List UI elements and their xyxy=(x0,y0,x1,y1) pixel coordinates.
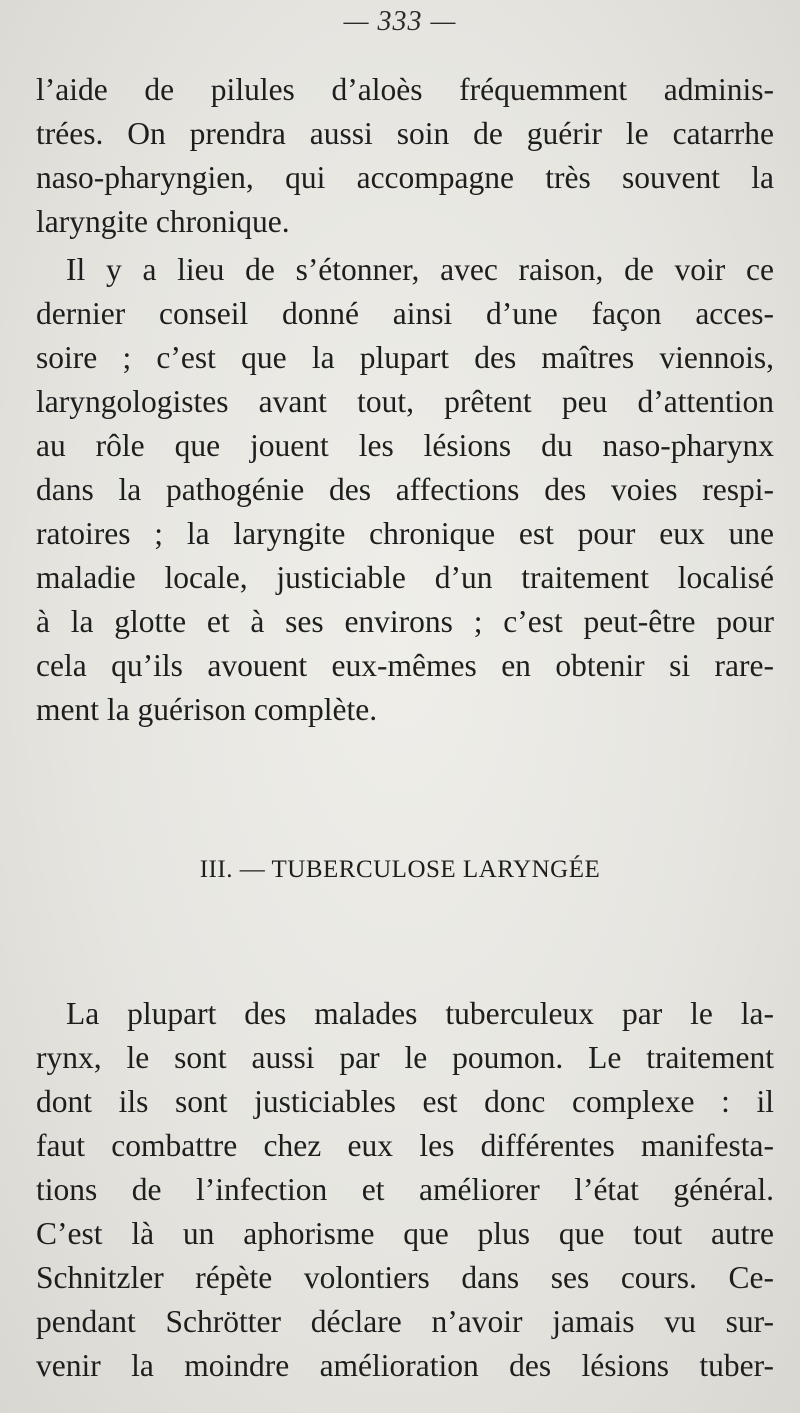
text-line: rynx, le sont aussi par le poumon. Le traitement xyxy=(36,1040,774,1075)
text-line: cela qu’ils avouent eux-mêmes en obtenir si rare- xyxy=(36,648,774,683)
text-line: maladie locale, justiciable d’un traitement localisé xyxy=(36,560,774,595)
text-line: pendant Schrötter déclare n’avoir jamais vu sur- xyxy=(36,1304,774,1339)
section-heading: III. — TUBERCULOSE LARYNGÉE xyxy=(199,856,601,883)
text-line: ratoires ; la laryngite chronique est pour eux une xyxy=(36,516,774,551)
text-line: tions de l’infection et améliorer l’état général. xyxy=(36,1172,774,1207)
text-line: venir la moindre amélioration des lésions tuber- xyxy=(36,1348,774,1383)
text-line: naso-pharyngien, qui accompagne très souvent la xyxy=(36,160,774,195)
text-line: Schnitzler répète volontiers dans ses cours. Ce- xyxy=(36,1260,774,1295)
text-line: à la glotte et à ses environs ; c’est peut-être pour xyxy=(36,604,774,639)
text-line: dont ils sont justiciables est donc complexe : il xyxy=(36,1084,774,1119)
text-line: laryngite chronique. xyxy=(36,204,290,239)
text-line: C’est là un aphorisme que plus que tout autre xyxy=(36,1216,774,1251)
text-line: au rôle que jouent les lésions du naso-pharynx xyxy=(36,428,774,463)
page-number: — 333 — xyxy=(343,6,457,37)
text-line: soire ; c’est que la plupart des maîtres viennois, xyxy=(36,340,774,375)
text-line: ment la guérison complète. xyxy=(36,692,378,727)
text-line: l’aide de pilules d’aloès fréquemment adminis- xyxy=(36,72,774,107)
text-line: faut combattre chez eux les différentes manifesta- xyxy=(36,1128,774,1163)
text-line: laryngologistes avant tout, prêtent peu d’attention xyxy=(36,384,774,419)
text-line: dernier conseil donné ainsi d’une façon acces- xyxy=(36,296,774,331)
text-line: trées. On prendra aussi soin de guérir le catarrhe xyxy=(36,116,774,151)
text-line: La plupart des malades tuberculeux par le la- xyxy=(66,996,774,1031)
text-line: dans la pathogénie des affections des voies respi- xyxy=(36,472,774,507)
text-line: Il y a lieu de s’étonner, avec raison, de voir ce xyxy=(66,252,774,287)
